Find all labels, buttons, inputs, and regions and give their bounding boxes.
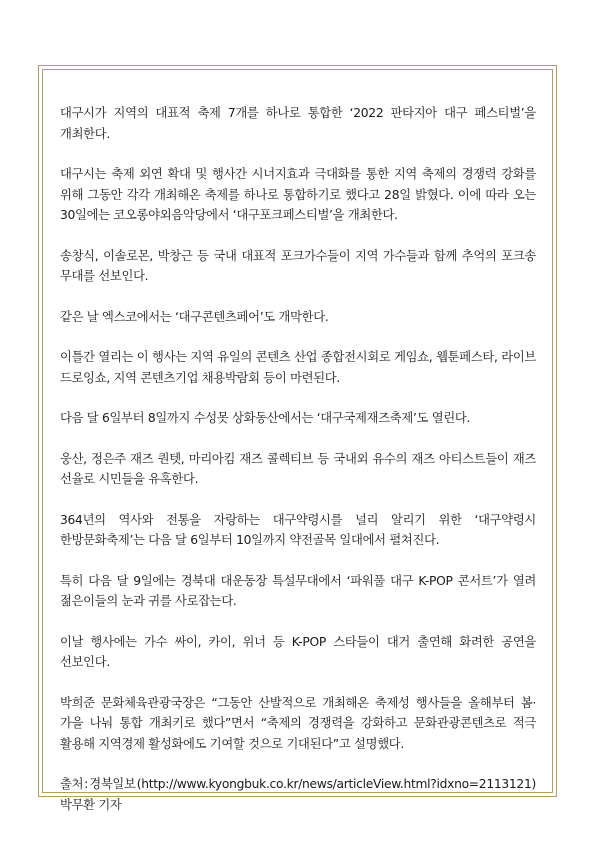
article-paragraph: 대구시가 지역의 대표적 축제 7개를 하나로 통합한 ‘2022 판타지아 대구 페스티벌’을 개최한다. <box>60 106 536 141</box>
article-paragraph: 364년의 역사와 전통을 자랑하는 대구약령시를 널리 알리기 위한 ‘대구약령시 한방문화축제’는 다음 달 6일부터 10일까지 약전골목 일대에서 펼쳐진다. <box>60 512 536 547</box>
source-publisher: 경북일보 <box>89 777 136 791</box>
article-paragraph: 박희준 문화체육관광국장은 “그동안 산발적으로 개최해온 축제성 행사들을 올해부터 봄·가을 나눠 통합 개최키로 했다”면서 “축제의 경쟁력을 강화하고 문화관광콘텐츠로 적극 활용해 지역경제 활성화에도 기여할 것으로 기대된다”고 설명했다. <box>60 695 536 751</box>
source-separator: : <box>84 777 89 791</box>
article-paragraph: 대구시는 축제 외연 확대 및 행사간 시너지효과 극대화를 통한 지역 축제의 경쟁력 강화를 위해 그동안 각각 개최해온 축제를 하나로 통합하기로 했다고 28일 밝혔다. 이에 따라 오는 30일에는 코오롱야외음악당에서 ‘대구포크페스티벌’을 개최한다. <box>60 167 536 222</box>
article-paragraph: 이틀간 열리는 이 행사는 지역 유일의 콘텐츠 산업 종합전시회로 게임쇼, 웹툰페스타, 라이브 드로잉쇼, 지역 콘텐츠기업 채용박람회 등이 마련된다. <box>60 350 536 385</box>
source-url-link[interactable]: (http://www.kyongbuk.co.kr/news/articleView.html?idxno=2113121) <box>136 777 536 791</box>
article-paragraph: 송창식, 이솔로몬, 박창근 등 국내 대표적 포크가수들이 지역 가수들과 함께 추억의 포크송 무대를 선보인다. <box>60 248 536 283</box>
source-citation <box>60 774 536 815</box>
article-paragraph: 웅산, 정은주 재즈 퀀텟, 마리아킴 재즈 콜렉티브 등 국내외 유수의 재즈 아티스트들이 재즈 선율로 시민들을 유혹한다. <box>60 451 536 486</box>
article-paragraph: 같은 날 엑스코에서는 ‘대구콘텐츠페어’도 개막한다. <box>60 309 329 324</box>
source-reporter: 박무환 기자 <box>60 797 122 812</box>
article-paragraph: 특히 다음 달 9일에는 경북대 대운동장 특설무대에서 ‘파워풀 대구 K-POP 콘서트’가 열려 젊은이들의 눈과 귀를 사로잡는다. <box>60 573 536 608</box>
source-label: 출처 <box>60 777 84 791</box>
article-paragraph: 다음 달 6일부터 8일까지 수성못 상화동산에서는 ‘대구국제재즈축제’도 열린다. <box>60 411 471 425</box>
article-body <box>60 103 536 815</box>
article-paragraph: 이날 행사에는 가수 싸이, 카이, 위너 등 K-POP 스타들이 대거 출연해 화려한 공연을 선보인다. <box>60 634 536 669</box>
